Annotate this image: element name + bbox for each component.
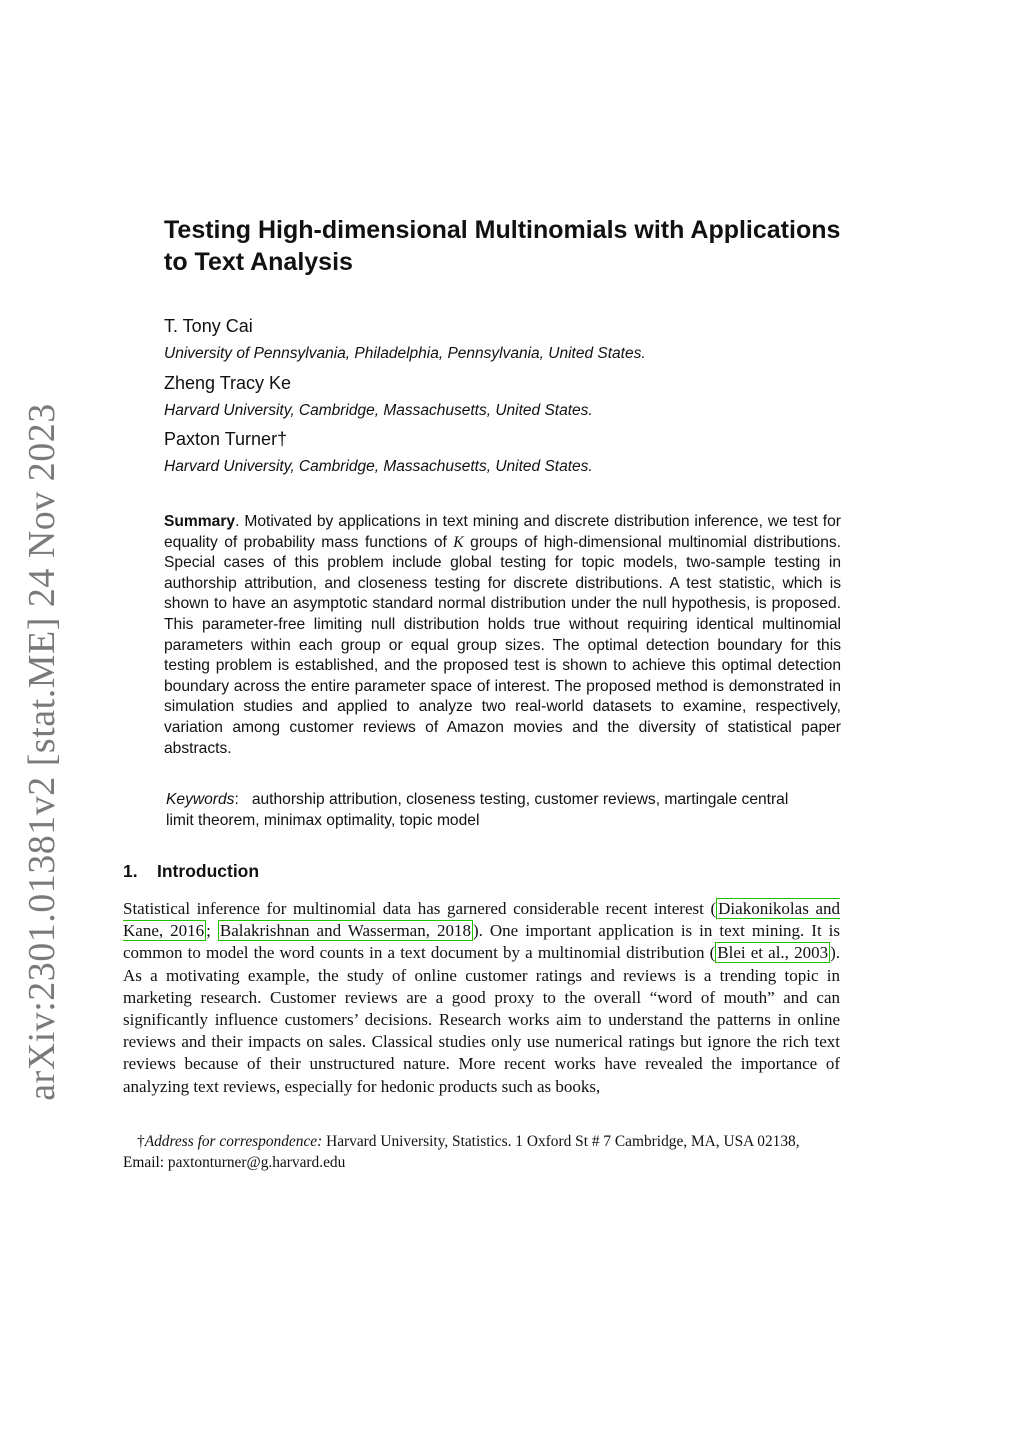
body-text: ; [206, 921, 218, 941]
body-text: Statistical inference for multinomial data has garnered considerable recent interest ( [123, 899, 717, 918]
footnote-label: Address for correspondence: [144, 1133, 323, 1150]
author-name: Zheng Tracy Ke [164, 373, 292, 393]
section-number: 1. [123, 861, 138, 881]
summary-abstract [164, 512, 841, 759]
footnote [123, 1131, 840, 1173]
keywords-label: Keywords [166, 791, 235, 808]
keywords: Keywords: authorship attribution, closeness testing, customer reviews, martingale central limit theorem, minimax optimality, topic model [166, 791, 789, 829]
author-affiliation: Harvard University, Cambridge, Massachusetts, United States. [164, 402, 593, 419]
body-text: ). As a motivating example, the study of online customer ratings and reviews is a trending topic in marketing research. Customer reviews are a good proxy to the overall “word of mouth” and can significantly influence customers’ decisions. Research works aim to understand the patterns in online reviews and their impacts on sales. Classical studies only use numerical ratings but ignore the rich text reviews because of their unstructured nature. More recent works have revealed the importance of analyzing text reviews, especially for hedonic products such as books, [123, 943, 840, 1096]
citation-link[interactable]: Balakrishnan and Wasserman, 2018 [219, 921, 471, 941]
summary-text: groups of high-dimensional multinomial distributions. Special cases of this problem include global testing for topic models, two-sample testing in authorship attribution, and closeness testing for discrete distributions. A test statistic, which is shown to have an asymptotic standard normal distribution under the null hypothesis, is proposed. This parameter-free limiting null distribution holds true without requiring identical multinomial parameters within each group or equal group sizes. The optimal detection boundary for this testing problem is established, and the proposed test is shown to achieve this optimal detection boundary across the entire parameter space of interest. The proposed method is demonstrated in simulation studies and applied to analyze two real-world datasets to examine, respectively, variation among customer reviews of Amazon movies and the diversity of statistical paper abstracts. [164, 533, 841, 757]
introduction-paragraph [123, 898, 840, 1098]
summary-label: Summary [164, 513, 236, 530]
author-affiliation: University of Pennsylvania, Philadelphia, Pennsylvania, United States. [164, 345, 646, 362]
keywords-text: authorship attribution, closeness testing, customer reviews, martingale central limit theorem, minimax optimality, topic model [166, 791, 789, 829]
author-name: T. Tony Cai [164, 316, 253, 336]
author-affiliation: Harvard University, Cambridge, Massachusetts, United States. [164, 458, 593, 475]
footnote-text: Harvard University, Statistics. 1 Oxford St # 7 Cambridge, MA, USA 02138, Email: paxtonturner@g.harvard.edu [123, 1133, 800, 1171]
footnote-mark: † [137, 1133, 145, 1150]
arxiv-identifier-stamp: arXiv:2301.01381v2 [stat.ME] 24 Nov 2023 [21, 403, 63, 1101]
citation-link[interactable]: Diakonikolas and Kane, 2016 [123, 899, 840, 941]
summary-text: . Motivated by applications in text mining and discrete distribution inference, we test for equality of probability mass functions of [164, 513, 841, 551]
citation-link[interactable]: Blei et al., 2003 [717, 943, 829, 963]
section-title: Introduction [157, 861, 260, 881]
paper-title: Testing High-dimensional Multinomials with Applications to Text Analysis [164, 216, 841, 276]
body-text: ). One important application is in text mining. It is common to model the word counts in a text document by a multinomial distribution ( [123, 921, 841, 963]
author-name: Paxton Turner† [164, 429, 288, 449]
section-heading [123, 861, 259, 882]
math-symbol-k: K [453, 533, 464, 551]
